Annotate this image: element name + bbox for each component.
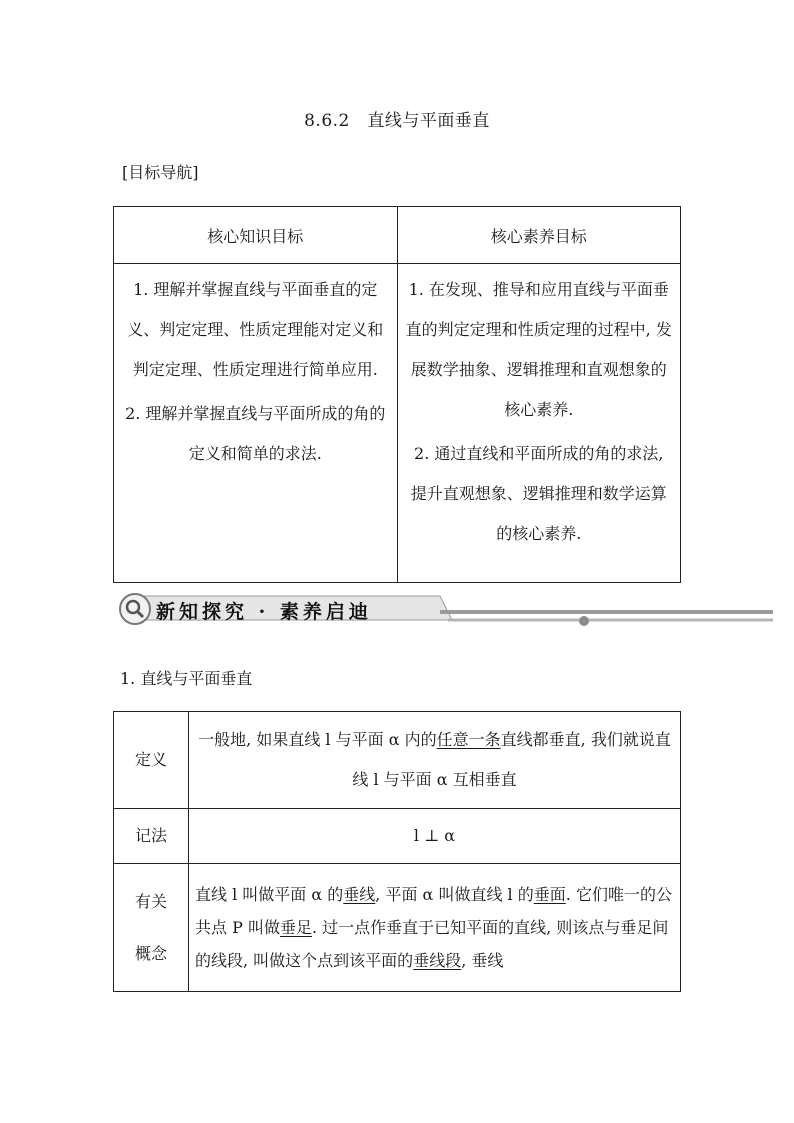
literacy-goals-cell <box>397 264 681 583</box>
term-perpendicular-segment: 垂线段 <box>413 951 462 970</box>
section-banner <box>118 590 778 630</box>
related-concepts-content <box>189 864 681 992</box>
related-text-3: . 它们唯一的公共点 P 叫做 <box>195 885 672 937</box>
definition-label: 定义 <box>114 712 189 809</box>
header-knowledge: 核心知识目标 <box>114 207 398 264</box>
related-text-1: 直线 l 叫做平面 α 的 <box>195 885 344 904</box>
goals-table <box>113 206 681 583</box>
notation-value: l ⊥ α <box>189 809 681 864</box>
knowledge-goals-cell <box>114 264 398 583</box>
target-nav-label: [目标导航] <box>122 163 199 182</box>
related-text-4: . 过一点作垂直于已知平面的直线, 则该点与垂足间的线段, 叫做这个点到该平面的 <box>195 918 669 970</box>
term-perpendicular-plane: 垂面 <box>533 885 566 904</box>
page-title: 8.6.2 直线与平面垂直 <box>304 111 490 131</box>
term-foot: 垂足 <box>279 918 312 937</box>
definition-content <box>189 712 681 809</box>
banner-title: 新知探究 · 素养启迪 <box>156 601 372 623</box>
definition-text-2: 直线都垂直, 我们就说直线 l 与平面 α 互相垂直 <box>352 730 671 789</box>
knowledge-goal-1: 1. 理解并掌握直线与平面垂直的定义、判定定理、性质定理能对定义和判定定理、性质定理进行简单应用. <box>127 280 384 379</box>
literacy-goal-2: 2. 通过直线和平面所成的角的求法, 提升直观想象、逻辑推理和数学运算的核心素养. <box>410 444 667 543</box>
magnifier-icon <box>118 592 152 626</box>
related-label-line-2: 概念 <box>134 943 167 963</box>
definition-text-1: 一般地, 如果直线 l 与平面 α 内的 <box>198 730 437 749</box>
knowledge-goal-2: 2. 理解并掌握直线与平面所成的角的定义和简单的求法. <box>125 404 386 463</box>
related-label-line-1: 有关 <box>134 891 167 911</box>
definition-keyword: 任意一条 <box>436 730 501 749</box>
related-text-5: , 垂线 <box>461 951 504 970</box>
concept-table <box>113 711 681 992</box>
literacy-goal-1: 1. 在发现、推导和应用直线与平面垂直的判定定理和性质定理的过程中, 发展数学抽象、逻辑推理和直观想象的核心素养. <box>405 280 672 419</box>
header-literacy: 核心素养目标 <box>397 207 681 264</box>
related-concepts-label <box>114 864 189 992</box>
related-text-2: , 平面 α 叫做直线 l 的 <box>375 885 534 904</box>
notation-label: 记法 <box>114 809 189 864</box>
section-heading: 1. 直线与平面垂直 <box>120 669 253 688</box>
term-perpendicular-line: 垂线 <box>343 885 376 904</box>
